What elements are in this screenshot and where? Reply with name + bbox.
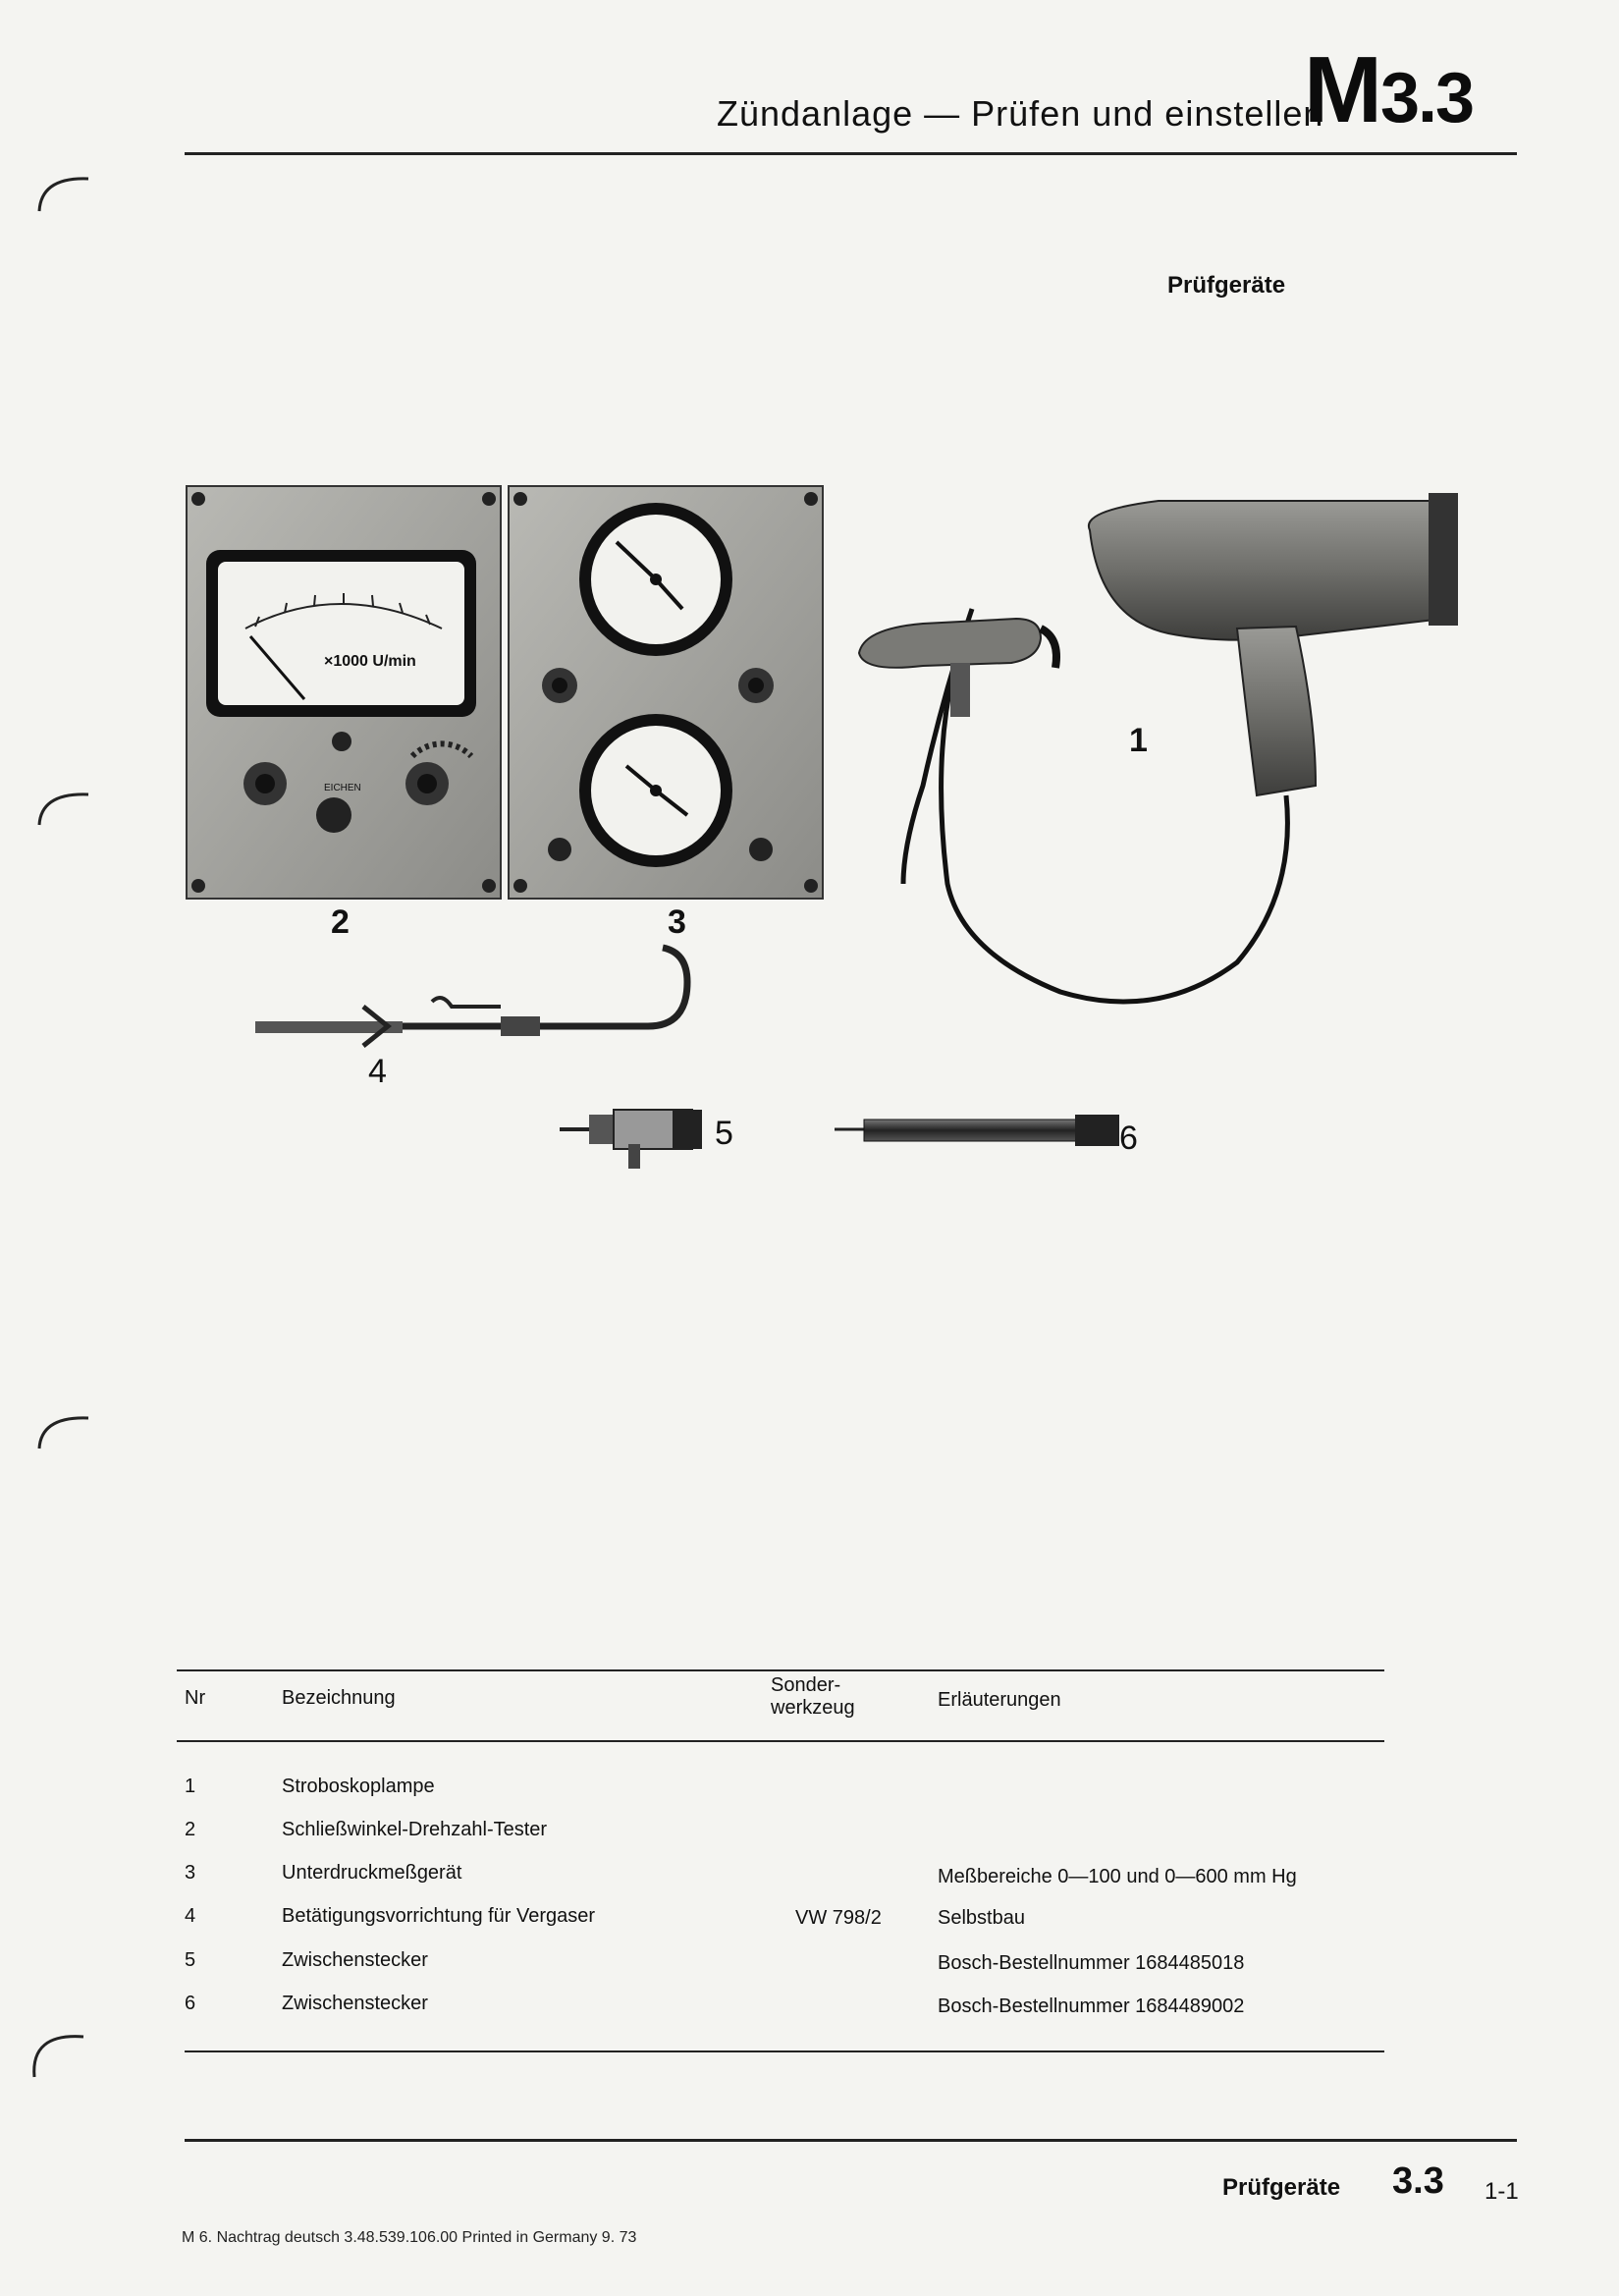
- cell-nr: 1: [185, 1776, 196, 1797]
- table-bottom-rule: [185, 2050, 1384, 2052]
- table-header-rule: [177, 1740, 1384, 1742]
- section-title: Prüfgeräte: [1167, 272, 1286, 299]
- section-letter: M: [1304, 37, 1380, 142]
- meter-scale-text: ×1000 U/min: [324, 653, 416, 670]
- cell-bezeichnung: Betätigungsvorrichtung für Vergaser: [282, 1905, 596, 1927]
- column-header-sonderwerkzeug: Sonder- werkzeug: [771, 1674, 855, 1719]
- figure-label-2: 2: [331, 903, 350, 941]
- cell-erlaeuterungen: Selbstbau: [938, 1907, 1025, 1929]
- cell-bezeichnung: Schließwinkel-Drehzahl-Tester: [282, 1819, 548, 1840]
- dwell-rpm-tester: [187, 486, 501, 899]
- footer-section-number: 3.3: [1392, 2160, 1444, 2202]
- table-top-rule: [177, 1669, 1384, 1671]
- punch-hole-mark: [29, 781, 98, 840]
- cell-bezeichnung: Zwischenstecker: [282, 1949, 428, 1971]
- cell-erlaeuterungen: Meßbereiche 0—100 und 0—600 mm Hg: [938, 1866, 1297, 1887]
- cell-nr: 5: [185, 1949, 196, 1971]
- cell-sonderwerkzeug: VW 798/2: [795, 1907, 882, 1929]
- figure-label-4: 4: [368, 1053, 387, 1090]
- imprint-line: M 6. Nachtrag deutsch 3.48.539.106.00 Printed in Germany 9. 73: [182, 2229, 637, 2246]
- vacuum-gauge-panel: [509, 486, 823, 899]
- cell-nr: 2: [185, 1819, 196, 1840]
- adapter-plug-6: [835, 1115, 1119, 1146]
- column-header-bezeichnung: Bezeichnung: [282, 1687, 396, 1709]
- section-code: [1304, 37, 1474, 142]
- page-title: Zündanlage — Prüfen und einstellen: [717, 93, 1324, 134]
- meter-knob-text: EICHEN: [324, 783, 361, 793]
- cell-erlaeuterungen: Bosch-Bestellnummer 1684489002: [938, 1995, 1245, 2017]
- figure-label-5: 5: [715, 1115, 733, 1152]
- instrument-figure: [177, 471, 1502, 1178]
- punch-hole-mark: [29, 1404, 98, 1463]
- cell-bezeichnung: Zwischenstecker: [282, 1993, 428, 2014]
- cell-nr: 6: [185, 1993, 196, 2014]
- throttle-actuator: [255, 948, 687, 1046]
- cell-nr: 4: [185, 1905, 196, 1927]
- figure-label-3: 3: [668, 903, 686, 941]
- footer-section-label: Prüfgeräte: [1222, 2174, 1341, 2201]
- section-number: 3.3: [1379, 59, 1474, 137]
- timing-light: [859, 493, 1458, 1002]
- cell-erlaeuterungen: Bosch-Bestellnummer 1684485018: [938, 1952, 1245, 1974]
- footer-page-number: 1-1: [1484, 2178, 1519, 2205]
- column-header-nr: Nr: [185, 1687, 206, 1709]
- punch-hole-mark: [25, 2023, 93, 2082]
- adapter-plug-5: [560, 1110, 702, 1169]
- punch-hole-mark: [29, 167, 98, 226]
- figure-label-6: 6: [1119, 1120, 1138, 1157]
- cell-bezeichnung: Unterdruckmeßgerät: [282, 1862, 462, 1884]
- column-header-erlaeuterungen: Erläuterungen: [938, 1689, 1061, 1711]
- cell-nr: 3: [185, 1862, 196, 1884]
- cell-bezeichnung: Stroboskoplampe: [282, 1776, 435, 1797]
- header-rule: [185, 152, 1517, 155]
- footer-rule: [185, 2139, 1517, 2142]
- figure-label-1: 1: [1129, 722, 1148, 759]
